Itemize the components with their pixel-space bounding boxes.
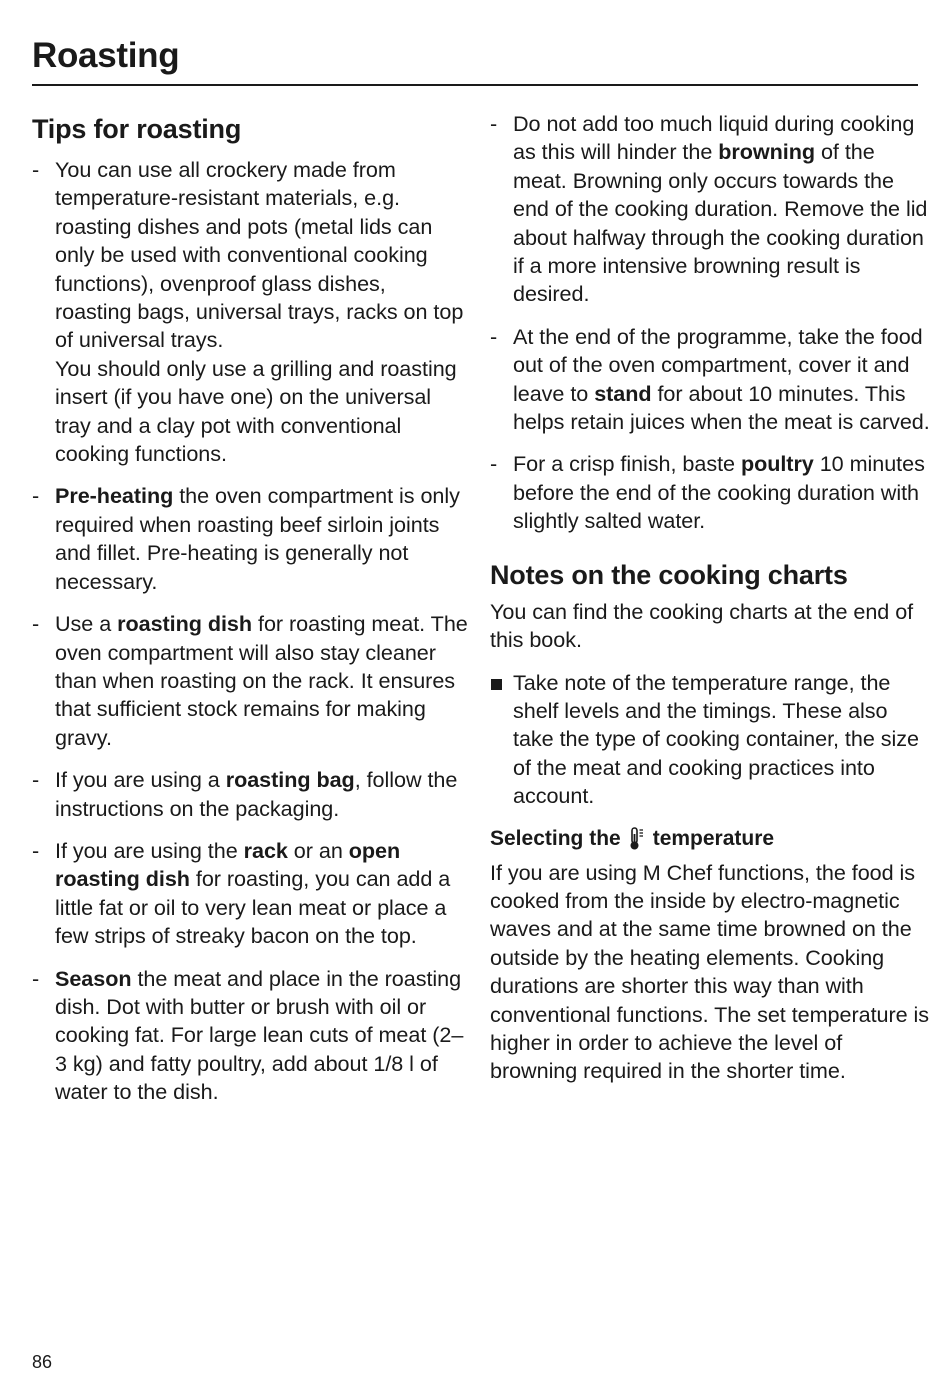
tip-segment: You can use all crockery made from temperature-resistant materials, e.g. roasting dishes and pots (metal lids can only be used with conventional cooking functions), ovenproof glass dishes, roasting bags, universal trays, racks on top of universal trays. (55, 157, 464, 353)
dash-bullet-icon: - (32, 965, 40, 991)
tip-text (55, 965, 468, 1107)
tip-text (55, 837, 468, 951)
dash-bullet-icon: - (32, 483, 40, 509)
list-item (32, 610, 468, 752)
left-column (32, 108, 468, 1121)
list-item (490, 450, 930, 535)
title-divider (32, 84, 918, 86)
tips-heading: Tips for roasting (32, 114, 242, 144)
tip-segment: Do not add too much liquid during cooking as this will hinder the (513, 111, 915, 165)
tip-segment: or an (287, 837, 349, 863)
list-item (32, 965, 468, 1107)
tip-emphasis: Season (55, 965, 132, 991)
tip-segment: the oven compartment is only required when roasting beef sirloin joints and fillet. Pre-heating is generally not necessary. (55, 483, 460, 594)
tip-emphasis: open roasting dish (55, 837, 401, 892)
square-bullet-icon (491, 679, 502, 690)
tip-emphasis: roasting dish (117, 611, 253, 637)
notes-heading: Notes on the cooking charts (490, 559, 848, 590)
tip-segment: 10 minutes before the end of the cooking duration with slightly salted water. (513, 451, 925, 534)
tip-segment: of the meat. Browning only occurs towards the end of the cooking duration. Remove the lid about halfway through the cooking duration if a more intensive browning result is desired. (513, 139, 928, 307)
tip-segment: Use a (55, 611, 118, 637)
thermometer-icon (627, 827, 647, 851)
tip-text (55, 156, 468, 468)
tip-segment: for roasting, you can add a little fat or oil to very lean meat or place a few strips of streaky bacon on the top. (55, 866, 451, 949)
tip-segment: At the end of the programme, take the food out of the oven compartment, cover it and leave to (513, 323, 923, 406)
tip-extra: You should only use a grilling and roasting insert (if you have one) on the universal tray and a clay pot with conventional cooking functions. (55, 355, 457, 467)
temperature-subheading (490, 825, 930, 853)
right-column (490, 110, 930, 1086)
dash-bullet-icon: - (32, 767, 40, 793)
page-title: Roasting (32, 36, 180, 75)
tip-segment: , follow the instructions on the packaging. (55, 767, 458, 821)
tip-segment: for roasting meat. The oven compartment will also stay cleaner than when roasting on the rack. It ensures that sufficient stock remains for making gravy. (55, 611, 468, 750)
list-item (490, 110, 930, 309)
tips-list (32, 156, 468, 1107)
dash-bullet-icon: - (490, 323, 498, 349)
tip-emphasis: rack (243, 837, 288, 863)
temperature-heading-suffix: temperature (652, 826, 775, 850)
list-item (32, 156, 468, 468)
tip-text (55, 482, 468, 596)
tip-emphasis: Pre-heating (55, 483, 174, 509)
tip-segment: for about 10 minutes. This helps retain juices when the meat is carved. (513, 380, 930, 435)
dash-bullet-icon: - (32, 157, 40, 182)
tip-emphasis: stand (594, 380, 652, 406)
tip-text (55, 766, 468, 823)
tip-text (513, 323, 930, 437)
temperature-body: If you are using M Chef functions, the food is cooked from the inside by electro-magnetic waves and at the same time browned on the outside by the heating elements. Cooking durations are shorter this way than with conventional functions. The set temperature is higher in order to achieve the level of browning required in the shorter time. (490, 859, 930, 1084)
tip-emphasis: poultry (740, 451, 814, 477)
tip-segment: If you are using the (55, 837, 244, 863)
tip-emphasis: roasting bag (225, 767, 355, 793)
notes-bullet-text: Take note of the temperature range, the shelf levels and the timings. These also take the type of cooking container, the size of the meat and cooking practices into account. (513, 669, 919, 809)
tips-list-continued (490, 110, 930, 536)
list-item (490, 669, 930, 811)
tip-segment: For a crisp finish, baste (513, 451, 741, 477)
tip-text (513, 450, 930, 535)
page-number: 86 (32, 1352, 53, 1372)
tip-text (513, 110, 930, 309)
temperature-heading-prefix: Selecting the (490, 826, 621, 850)
dash-bullet-icon: - (490, 111, 498, 136)
dash-bullet-icon: - (32, 837, 40, 863)
notes-intro: You can find the cooking charts at the end of this book. (490, 598, 914, 653)
tip-text (55, 610, 468, 752)
list-item (490, 323, 930, 437)
list-item (32, 482, 468, 596)
list-item (32, 766, 468, 823)
tip-segment: the meat and place in the roasting dish. Dot with butter or brush with oil or cooking fat. For large lean cuts of meat (2–3 kg) and fatty poultry, add about 1/8 l of water to the dish. (55, 965, 464, 1105)
dash-bullet-icon: - (490, 451, 498, 477)
dash-bullet-icon: - (32, 611, 40, 637)
tip-emphasis: browning (718, 139, 816, 165)
tip-segment: If you are using a (55, 767, 226, 793)
list-item (32, 837, 468, 951)
